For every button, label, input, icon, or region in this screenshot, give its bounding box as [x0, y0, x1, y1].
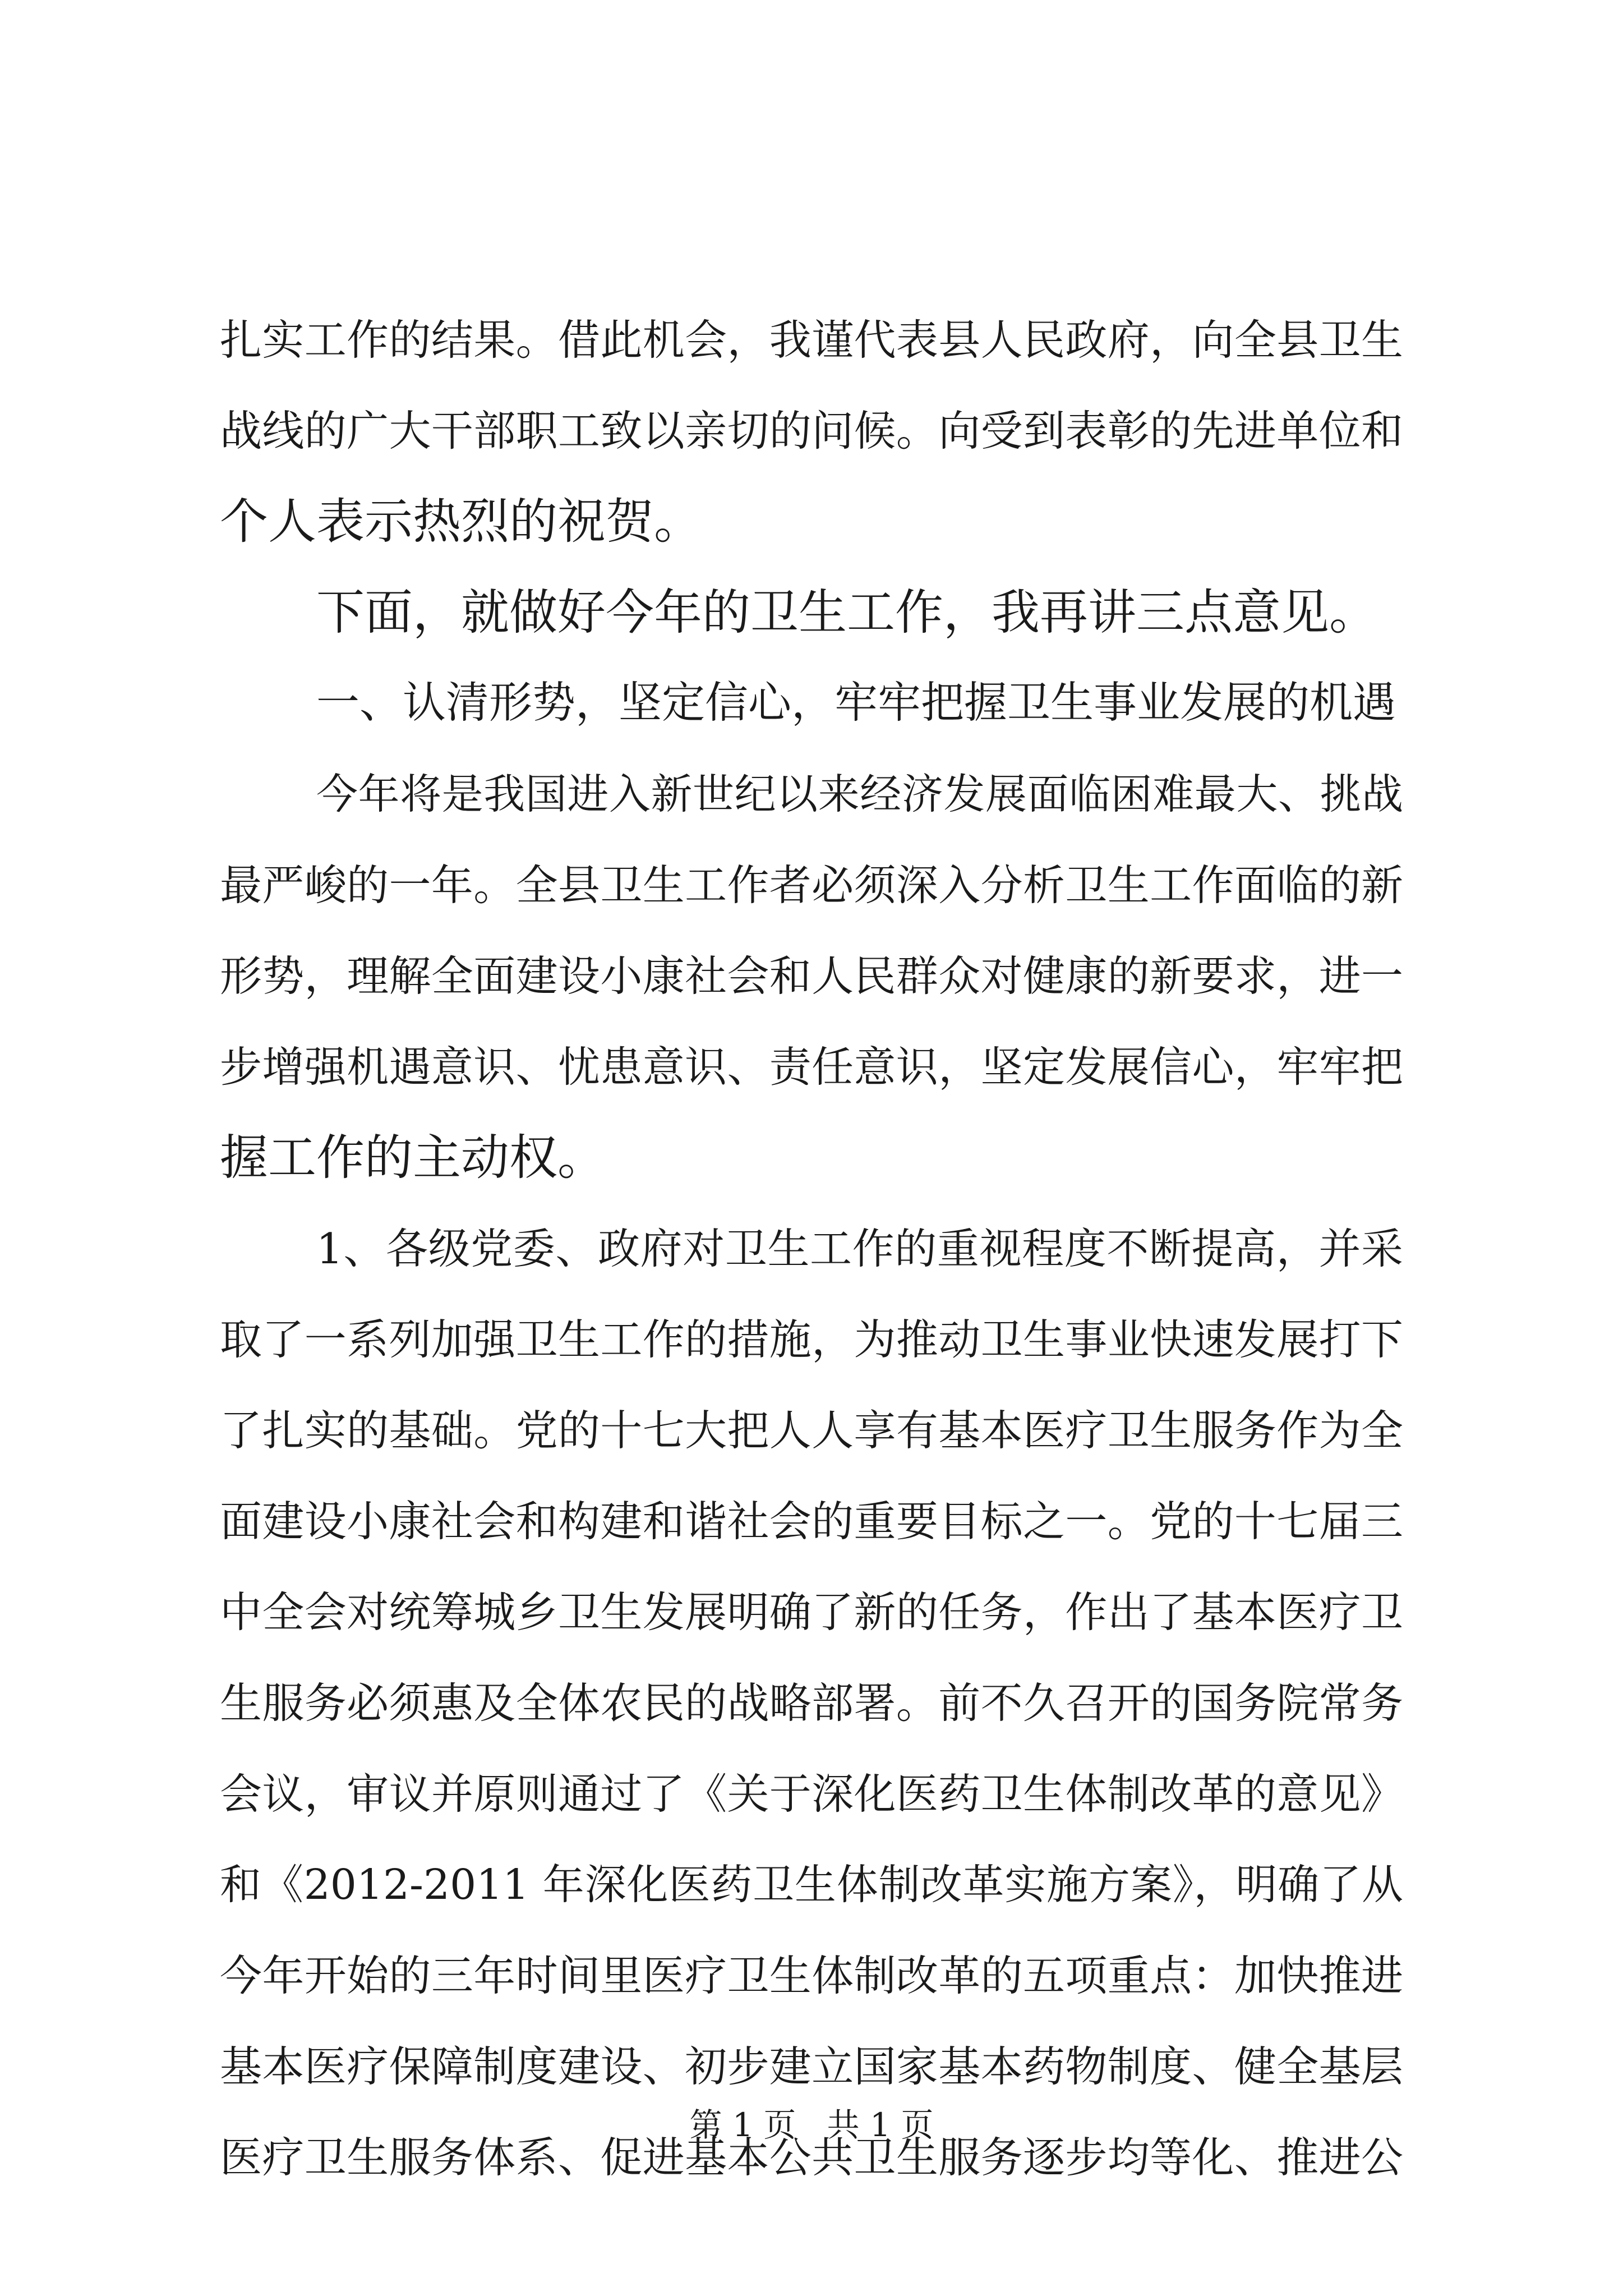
text-line: 下面，就做好今年的卫生工作，我再讲三点意见。 — [316, 585, 1377, 641]
footer-total-prefix: 共 — [827, 2106, 860, 2144]
text-line: 形势，理解全面建设小康社会和人民群众对健康的新要求，进一 — [220, 951, 1403, 1001]
text-line: 会议，审议并原则通过了《关于深化医药卫生体制改革的意见》 — [220, 1769, 1403, 1819]
text-line: 生服务必须惠及全体农民的战略部署。前不久召开的国务院常务 — [220, 1678, 1403, 1728]
footer-total-suffix: 页 — [901, 2106, 934, 2144]
text-line: 医疗卫生服务体系、促进基本公共卫生服务逐步均等化、推进公 — [220, 2133, 1403, 2182]
text-line: 扎实工作的结果。借此机会，我谨代表县人民政府，向全县卫生 — [220, 315, 1403, 365]
text-line: 和《2012-2011 年深化医药卫生体制改革实施方案》，明确了从 — [220, 1861, 1403, 1909]
text-line: 握工作的主动权。 — [220, 1130, 606, 1186]
text-line: 今年开始的三年时间里医疗卫生体制改革的五项重点：加快推进 — [220, 1951, 1403, 2000]
text-line: 战线的广大干部职工致以亲切的问候。向受到表彰的先进单位和 — [220, 406, 1403, 455]
page-footer — [0, 2102, 1623, 2147]
text-line: 最严峻的一年。全县卫生工作者必须深入分析卫生工作面临的新 — [220, 861, 1403, 910]
text-line: 一、认清形势，坚定信心，牢牢把握卫生事业发展的机遇 — [316, 678, 1396, 728]
footer-total-pages: 1 — [870, 2106, 891, 2144]
document-body — [220, 295, 1403, 2203]
footer-page-number: 1 — [732, 2106, 753, 2144]
text-line: 个人表示热烈的祝贺。 — [220, 494, 702, 550]
text-line: 取了一系列加强卫生工作的措施，为推动卫生事业快速发展打下 — [220, 1315, 1403, 1364]
text-line: 今年将是我国进入新世纪以来经济发展面临困难最大、挑战 — [316, 770, 1403, 818]
footer-page-prefix: 第 — [689, 2106, 722, 2144]
text-line: 1、各级党委、政府对卫生工作的重视程度不断提高，并采 — [316, 1224, 1403, 1273]
text-line: 步增强机遇意识、忧患意识、责任意识，坚定发展信心，牢牢把 — [220, 1042, 1403, 1092]
text-line: 基本医疗保障制度建设、初步建立国家基本药物制度、健全基层 — [220, 2042, 1403, 2091]
footer-page-suffix: 页 — [763, 2106, 796, 2144]
text-line: 中全会对统筹城乡卫生发展明确了新的任务，作出了基本医疗卫 — [220, 1588, 1403, 1637]
text-line: 了扎实的基础。党的十七大把人人享有基本医疗卫生服务作为全 — [220, 1406, 1403, 1455]
text-line: 面建设小康社会和构建和谐社会的重要目标之一。党的十七届三 — [220, 1497, 1403, 1546]
